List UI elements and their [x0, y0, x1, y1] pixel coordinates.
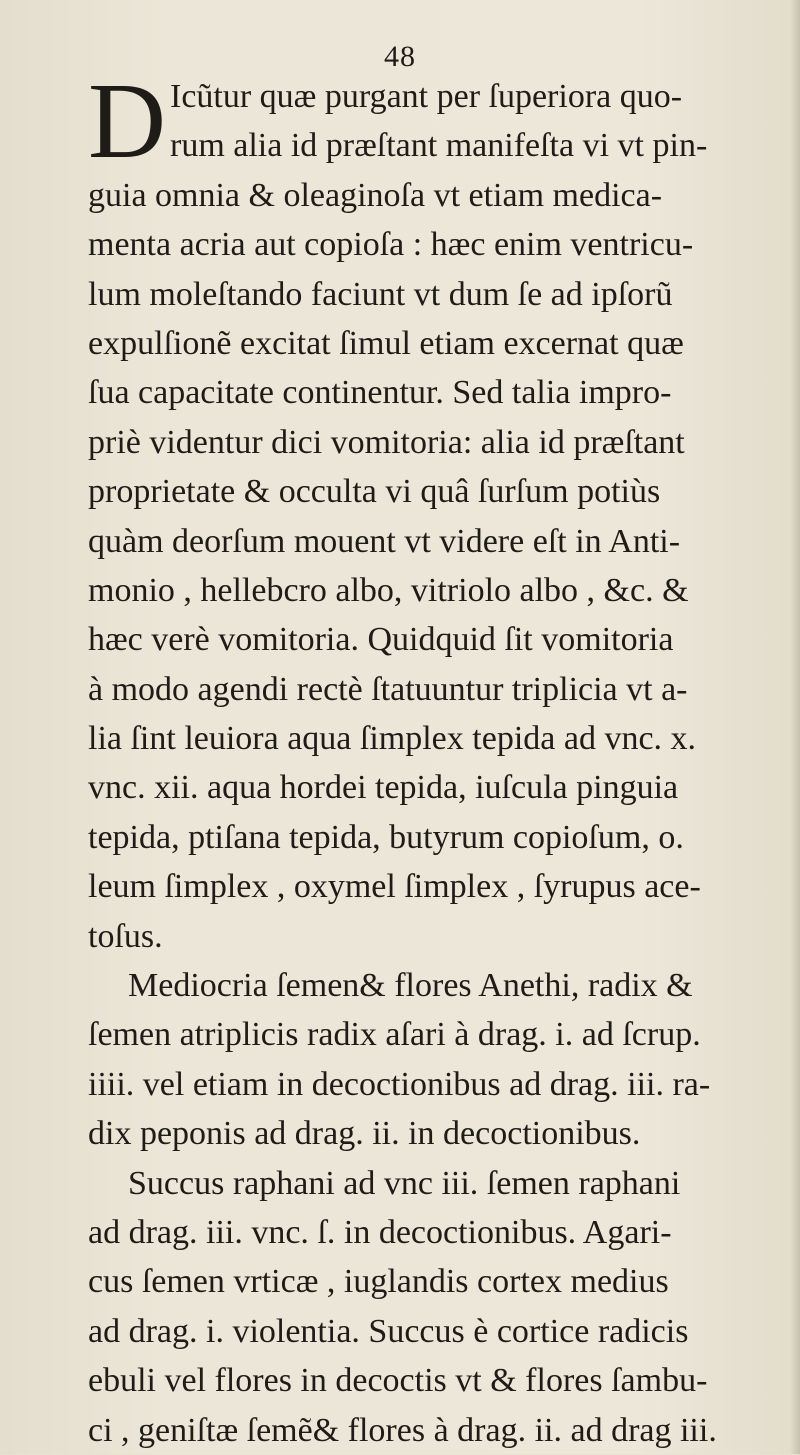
text-line: dix peponis ad drag. ii. in decoctionibus. [88, 1115, 641, 1153]
text-line: proprietate & occulta vi quâ ſurſum potiùs [88, 473, 661, 511]
text-line: expulſionẽ excitat ſimul etiam excernat quæ [88, 324, 684, 362]
text-line: ci , geniſtæ ſemẽ& flores à drag. ii. ad drag iii. [88, 1411, 717, 1449]
text-line: lum moleſtando faciunt vt dum ſe ad ipſorũ [88, 275, 673, 313]
text-line: tepida, ptiſana tepida, butyrum copioſum, o. [88, 818, 684, 856]
text-line: ſemen atriplicis radix aſari à drag. i. ad ſcrup. [88, 1016, 701, 1054]
text-line: ad drag. iii. vnc. ſ. in decoctionibus. Agari- [88, 1213, 672, 1251]
text-line: monio , hellebcro albo, vitriolo albo , &c. & [88, 571, 689, 609]
text-line: menta acria aut copioſa : hæc enim ventricu- [88, 226, 694, 264]
text-line: cus ſemen vrticæ , iuglandis cortex medius [88, 1263, 669, 1301]
text-line: rum alia id præſtant manifeſta vi vt pin- [170, 127, 708, 165]
text-line: quàm deorſum mouent vt videre eſt in Anti- [88, 522, 681, 560]
drop-cap: D [88, 62, 166, 181]
text-line: priè videntur dici vomitoria: alia id præſtant [88, 423, 685, 461]
page-number: 48 [384, 40, 416, 73]
paragraph-start-line: Mediocria ſemen& flores Anethi, radix & [128, 967, 693, 1005]
text-line: Icũtur quæ purgant per ſuperiora quo- [170, 78, 683, 115]
paragraph-start-line: Succus raphani ad vnc iii. ſemen raphani [128, 1164, 681, 1202]
text-line: leum ſimplex , oxymel ſimplex , ſyrupus ace- [88, 868, 701, 906]
body-text [88, 62, 778, 1455]
text-line: hæc verè vomitoria. Quidquid ſit vomitoria [88, 621, 674, 659]
text-line: guia omnia & oleaginoſa vt etiam medica- [88, 176, 663, 214]
text-line: ad drag. i. violentia. Succus è cortice radicis [88, 1312, 689, 1350]
text-line: lia ſint leuiora aqua ſimplex tepida ad vnc. x. [88, 720, 697, 758]
text-line: ſua capacitate continentur. Sed talia impro- [88, 374, 672, 412]
page-edge-shadow [790, 0, 800, 1454]
text-line: vnc. xii. aqua hordei tepida, iuſcula pinguia [88, 769, 679, 807]
text-line: ebuli vel flores in decoctis vt & flores ſambu- [88, 1362, 708, 1400]
opening-lines [88, 62, 778, 181]
text-line: iiii. vel etiam in decoctionibus ad drag. iii. ra- [88, 1065, 711, 1103]
text-line: toſus. [88, 917, 163, 955]
text-line: à modo agendi rectè ſtatuuntur triplicia vt a- [88, 670, 688, 708]
